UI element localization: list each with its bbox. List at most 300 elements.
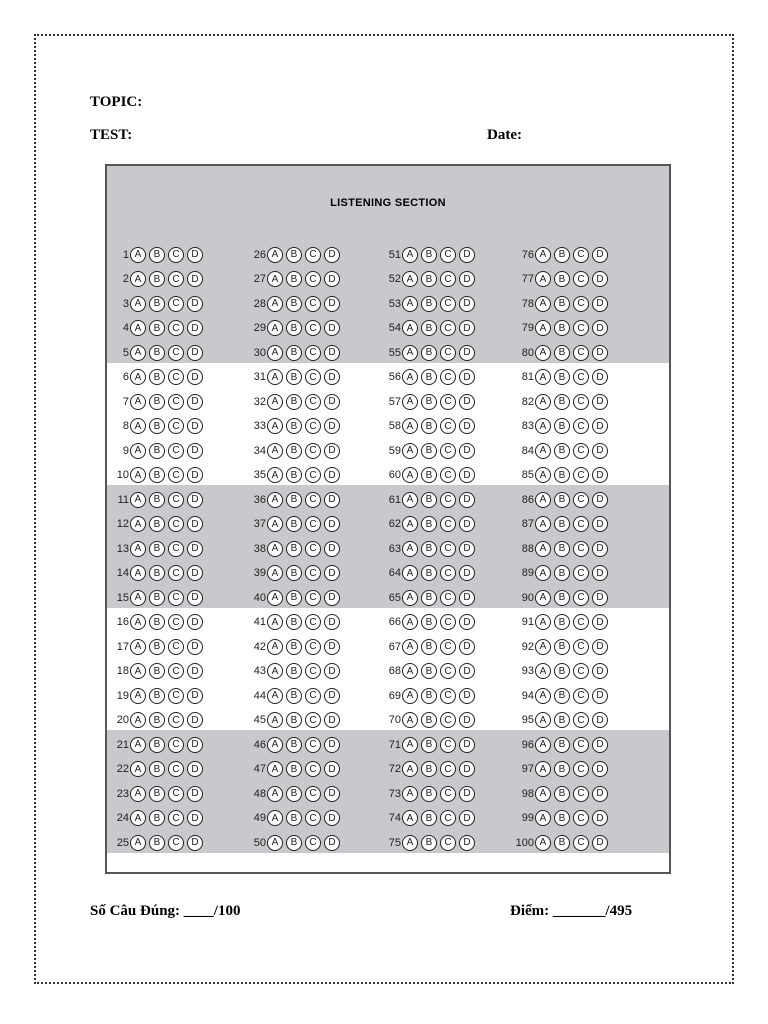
choice-bubble-d[interactable]: D (592, 443, 608, 459)
choice-bubble-a[interactable]: A (402, 541, 418, 557)
choice-bubble-c[interactable]: C (305, 418, 321, 434)
choice-bubble-c[interactable]: C (573, 271, 589, 287)
choice-bubble-d[interactable]: D (459, 271, 475, 287)
choice-bubble-c[interactable]: C (440, 639, 456, 655)
choice-bubble-c[interactable]: C (440, 786, 456, 802)
choice-bubble-b[interactable]: B (421, 516, 437, 532)
choice-bubble-a[interactable]: A (402, 663, 418, 679)
choice-bubble-a[interactable]: A (535, 443, 551, 459)
choice-bubble-d[interactable]: D (324, 369, 340, 385)
choice-bubble-a[interactable]: A (267, 639, 283, 655)
choice-bubble-d[interactable]: D (592, 345, 608, 361)
choice-bubble-c[interactable]: C (305, 247, 321, 263)
choice-bubble-c[interactable]: C (168, 516, 184, 532)
choice-bubble-b[interactable]: B (421, 761, 437, 777)
choice-bubble-c[interactable]: C (440, 418, 456, 434)
choice-bubble-c[interactable]: C (440, 737, 456, 753)
choice-bubble-a[interactable]: A (535, 565, 551, 581)
choice-bubble-b[interactable]: B (286, 443, 302, 459)
choice-bubble-d[interactable]: D (459, 394, 475, 410)
choice-bubble-b[interactable]: B (421, 467, 437, 483)
choice-bubble-b[interactable]: B (286, 345, 302, 361)
choice-bubble-b[interactable]: B (149, 418, 165, 434)
choice-bubble-b[interactable]: B (286, 688, 302, 704)
choice-bubble-a[interactable]: A (130, 639, 146, 655)
choice-bubble-d[interactable]: D (324, 516, 340, 532)
choice-bubble-b[interactable]: B (421, 541, 437, 557)
choice-bubble-a[interactable]: A (267, 786, 283, 802)
choice-bubble-a[interactable]: A (402, 810, 418, 826)
choice-bubble-a[interactable]: A (267, 737, 283, 753)
choice-bubble-c[interactable]: C (573, 345, 589, 361)
choice-bubble-a[interactable]: A (535, 737, 551, 753)
choice-bubble-d[interactable]: D (324, 835, 340, 851)
choice-bubble-c[interactable]: C (573, 614, 589, 630)
choice-bubble-b[interactable]: B (286, 663, 302, 679)
choice-bubble-d[interactable]: D (187, 786, 203, 802)
choice-bubble-d[interactable]: D (324, 271, 340, 287)
choice-bubble-b[interactable]: B (286, 786, 302, 802)
choice-bubble-d[interactable]: D (324, 688, 340, 704)
choice-bubble-c[interactable]: C (168, 541, 184, 557)
choice-bubble-a[interactable]: A (535, 467, 551, 483)
choice-bubble-c[interactable]: C (573, 712, 589, 728)
choice-bubble-a[interactable]: A (402, 369, 418, 385)
choice-bubble-c[interactable]: C (305, 296, 321, 312)
choice-bubble-c[interactable]: C (168, 296, 184, 312)
choice-bubble-b[interactable]: B (149, 541, 165, 557)
choice-bubble-d[interactable]: D (592, 516, 608, 532)
choice-bubble-c[interactable]: C (168, 712, 184, 728)
choice-bubble-c[interactable]: C (440, 492, 456, 508)
choice-bubble-a[interactable]: A (402, 247, 418, 263)
choice-bubble-a[interactable]: A (535, 345, 551, 361)
choice-bubble-b[interactable]: B (421, 737, 437, 753)
choice-bubble-c[interactable]: C (168, 614, 184, 630)
choice-bubble-d[interactable]: D (592, 271, 608, 287)
choice-bubble-a[interactable]: A (130, 712, 146, 728)
choice-bubble-c[interactable]: C (305, 835, 321, 851)
choice-bubble-a[interactable]: A (267, 443, 283, 459)
choice-bubble-c[interactable]: C (305, 320, 321, 336)
choice-bubble-a[interactable]: A (535, 271, 551, 287)
choice-bubble-c[interactable]: C (305, 663, 321, 679)
choice-bubble-c[interactable]: C (573, 565, 589, 581)
choice-bubble-b[interactable]: B (554, 835, 570, 851)
choice-bubble-d[interactable]: D (592, 296, 608, 312)
choice-bubble-b[interactable]: B (554, 712, 570, 728)
choice-bubble-c[interactable]: C (305, 761, 321, 777)
choice-bubble-c[interactable]: C (440, 712, 456, 728)
choice-bubble-d[interactable]: D (324, 663, 340, 679)
choice-bubble-d[interactable]: D (187, 320, 203, 336)
choice-bubble-c[interactable]: C (440, 590, 456, 606)
choice-bubble-a[interactable]: A (130, 394, 146, 410)
choice-bubble-a[interactable]: A (267, 296, 283, 312)
choice-bubble-d[interactable]: D (459, 786, 475, 802)
choice-bubble-a[interactable]: A (402, 320, 418, 336)
choice-bubble-b[interactable]: B (421, 565, 437, 581)
choice-bubble-b[interactable]: B (421, 663, 437, 679)
choice-bubble-d[interactable]: D (187, 590, 203, 606)
choice-bubble-d[interactable]: D (324, 590, 340, 606)
choice-bubble-b[interactable]: B (554, 737, 570, 753)
choice-bubble-b[interactable]: B (286, 369, 302, 385)
choice-bubble-d[interactable]: D (592, 810, 608, 826)
choice-bubble-c[interactable]: C (305, 443, 321, 459)
choice-bubble-a[interactable]: A (535, 835, 551, 851)
choice-bubble-b[interactable]: B (421, 712, 437, 728)
choice-bubble-b[interactable]: B (286, 761, 302, 777)
choice-bubble-a[interactable]: A (402, 271, 418, 287)
choice-bubble-c[interactable]: C (168, 810, 184, 826)
choice-bubble-b[interactable]: B (421, 247, 437, 263)
choice-bubble-b[interactable]: B (149, 516, 165, 532)
choice-bubble-b[interactable]: B (286, 418, 302, 434)
choice-bubble-d[interactable]: D (187, 761, 203, 777)
choice-bubble-b[interactable]: B (286, 712, 302, 728)
choice-bubble-b[interactable]: B (149, 467, 165, 483)
choice-bubble-c[interactable]: C (573, 394, 589, 410)
choice-bubble-c[interactable]: C (168, 835, 184, 851)
choice-bubble-b[interactable]: B (149, 614, 165, 630)
choice-bubble-c[interactable]: C (573, 541, 589, 557)
choice-bubble-a[interactable]: A (402, 761, 418, 777)
choice-bubble-a[interactable]: A (267, 565, 283, 581)
choice-bubble-b[interactable]: B (554, 761, 570, 777)
choice-bubble-c[interactable]: C (440, 516, 456, 532)
choice-bubble-d[interactable]: D (187, 565, 203, 581)
choice-bubble-d[interactable]: D (459, 418, 475, 434)
choice-bubble-a[interactable]: A (130, 467, 146, 483)
choice-bubble-c[interactable]: C (440, 247, 456, 263)
choice-bubble-a[interactable]: A (402, 737, 418, 753)
choice-bubble-c[interactable]: C (305, 271, 321, 287)
choice-bubble-c[interactable]: C (573, 761, 589, 777)
choice-bubble-d[interactable]: D (459, 590, 475, 606)
choice-bubble-d[interactable]: D (324, 541, 340, 557)
choice-bubble-a[interactable]: A (267, 712, 283, 728)
choice-bubble-b[interactable]: B (554, 443, 570, 459)
choice-bubble-a[interactable]: A (130, 492, 146, 508)
choice-bubble-a[interactable]: A (130, 320, 146, 336)
choice-bubble-a[interactable]: A (402, 418, 418, 434)
choice-bubble-b[interactable]: B (554, 369, 570, 385)
choice-bubble-c[interactable]: C (168, 688, 184, 704)
choice-bubble-b[interactable]: B (149, 345, 165, 361)
choice-bubble-a[interactable]: A (535, 614, 551, 630)
choice-bubble-d[interactable]: D (324, 786, 340, 802)
choice-bubble-d[interactable]: D (592, 394, 608, 410)
choice-bubble-b[interactable]: B (554, 247, 570, 263)
choice-bubble-b[interactable]: B (554, 492, 570, 508)
choice-bubble-b[interactable]: B (149, 737, 165, 753)
choice-bubble-c[interactable]: C (168, 492, 184, 508)
choice-bubble-b[interactable]: B (421, 271, 437, 287)
choice-bubble-c[interactable]: C (168, 737, 184, 753)
choice-bubble-d[interactable]: D (459, 492, 475, 508)
choice-bubble-d[interactable]: D (592, 541, 608, 557)
choice-bubble-a[interactable]: A (267, 590, 283, 606)
choice-bubble-d[interactable]: D (187, 516, 203, 532)
choice-bubble-b[interactable]: B (149, 663, 165, 679)
choice-bubble-d[interactable]: D (459, 296, 475, 312)
choice-bubble-a[interactable]: A (267, 467, 283, 483)
choice-bubble-a[interactable]: A (267, 688, 283, 704)
choice-bubble-a[interactable]: A (130, 761, 146, 777)
choice-bubble-c[interactable]: C (305, 565, 321, 581)
choice-bubble-a[interactable]: A (267, 418, 283, 434)
choice-bubble-d[interactable]: D (592, 786, 608, 802)
choice-bubble-b[interactable]: B (286, 614, 302, 630)
choice-bubble-a[interactable]: A (130, 247, 146, 263)
choice-bubble-c[interactable]: C (573, 639, 589, 655)
choice-bubble-c[interactable]: C (440, 394, 456, 410)
choice-bubble-c[interactable]: C (305, 492, 321, 508)
choice-bubble-a[interactable]: A (402, 565, 418, 581)
choice-bubble-c[interactable]: C (573, 320, 589, 336)
choice-bubble-c[interactable]: C (573, 296, 589, 312)
choice-bubble-a[interactable]: A (402, 688, 418, 704)
choice-bubble-a[interactable]: A (130, 271, 146, 287)
choice-bubble-c[interactable]: C (573, 418, 589, 434)
choice-bubble-a[interactable]: A (267, 345, 283, 361)
choice-bubble-a[interactable]: A (535, 541, 551, 557)
choice-bubble-b[interactable]: B (421, 394, 437, 410)
choice-bubble-b[interactable]: B (149, 639, 165, 655)
choice-bubble-d[interactable]: D (187, 271, 203, 287)
choice-bubble-a[interactable]: A (535, 761, 551, 777)
choice-bubble-a[interactable]: A (130, 418, 146, 434)
choice-bubble-d[interactable]: D (592, 320, 608, 336)
choice-bubble-a[interactable]: A (267, 541, 283, 557)
choice-bubble-a[interactable]: A (402, 492, 418, 508)
choice-bubble-a[interactable]: A (402, 345, 418, 361)
choice-bubble-d[interactable]: D (592, 737, 608, 753)
choice-bubble-d[interactable]: D (187, 467, 203, 483)
choice-bubble-b[interactable]: B (554, 394, 570, 410)
choice-bubble-b[interactable]: B (286, 835, 302, 851)
choice-bubble-d[interactable]: D (324, 296, 340, 312)
choice-bubble-a[interactable]: A (267, 271, 283, 287)
choice-bubble-b[interactable]: B (421, 639, 437, 655)
choice-bubble-c[interactable]: C (573, 590, 589, 606)
choice-bubble-c[interactable]: C (305, 639, 321, 655)
choice-bubble-d[interactable]: D (187, 369, 203, 385)
choice-bubble-d[interactable]: D (459, 712, 475, 728)
choice-bubble-d[interactable]: D (324, 418, 340, 434)
choice-bubble-b[interactable]: B (554, 614, 570, 630)
choice-bubble-a[interactable]: A (535, 786, 551, 802)
choice-bubble-a[interactable]: A (267, 369, 283, 385)
choice-bubble-c[interactable]: C (440, 345, 456, 361)
choice-bubble-d[interactable]: D (592, 712, 608, 728)
choice-bubble-b[interactable]: B (149, 810, 165, 826)
choice-bubble-a[interactable]: A (535, 712, 551, 728)
choice-bubble-b[interactable]: B (149, 492, 165, 508)
choice-bubble-d[interactable]: D (187, 394, 203, 410)
choice-bubble-c[interactable]: C (305, 688, 321, 704)
choice-bubble-a[interactable]: A (130, 810, 146, 826)
choice-bubble-b[interactable]: B (421, 296, 437, 312)
choice-bubble-c[interactable]: C (305, 394, 321, 410)
choice-bubble-d[interactable]: D (187, 541, 203, 557)
choice-bubble-c[interactable]: C (440, 565, 456, 581)
choice-bubble-c[interactable]: C (305, 737, 321, 753)
choice-bubble-b[interactable]: B (286, 271, 302, 287)
choice-bubble-c[interactable]: C (305, 369, 321, 385)
choice-bubble-d[interactable]: D (324, 810, 340, 826)
choice-bubble-c[interactable]: C (168, 271, 184, 287)
choice-bubble-b[interactable]: B (286, 639, 302, 655)
choice-bubble-b[interactable]: B (286, 394, 302, 410)
choice-bubble-d[interactable]: D (187, 810, 203, 826)
choice-bubble-a[interactable]: A (535, 418, 551, 434)
choice-bubble-d[interactable]: D (459, 688, 475, 704)
choice-bubble-d[interactable]: D (592, 590, 608, 606)
choice-bubble-c[interactable]: C (168, 761, 184, 777)
choice-bubble-c[interactable]: C (440, 614, 456, 630)
choice-bubble-a[interactable]: A (130, 688, 146, 704)
choice-bubble-d[interactable]: D (187, 418, 203, 434)
choice-bubble-b[interactable]: B (149, 565, 165, 581)
choice-bubble-a[interactable]: A (130, 345, 146, 361)
choice-bubble-b[interactable]: B (286, 737, 302, 753)
choice-bubble-c[interactable]: C (168, 663, 184, 679)
choice-bubble-d[interactable]: D (459, 516, 475, 532)
choice-bubble-c[interactable]: C (440, 443, 456, 459)
choice-bubble-c[interactable]: C (168, 394, 184, 410)
choice-bubble-d[interactable]: D (187, 663, 203, 679)
choice-bubble-d[interactable]: D (459, 761, 475, 777)
choice-bubble-d[interactable]: D (459, 737, 475, 753)
choice-bubble-b[interactable]: B (421, 810, 437, 826)
choice-bubble-d[interactable]: D (324, 737, 340, 753)
choice-bubble-b[interactable]: B (149, 320, 165, 336)
choice-bubble-d[interactable]: D (459, 320, 475, 336)
choice-bubble-d[interactable]: D (459, 467, 475, 483)
choice-bubble-c[interactable]: C (168, 369, 184, 385)
choice-bubble-b[interactable]: B (421, 345, 437, 361)
choice-bubble-b[interactable]: B (286, 296, 302, 312)
choice-bubble-b[interactable]: B (421, 786, 437, 802)
choice-bubble-c[interactable]: C (440, 835, 456, 851)
choice-bubble-c[interactable]: C (573, 247, 589, 263)
choice-bubble-b[interactable]: B (286, 541, 302, 557)
choice-bubble-c[interactable]: C (305, 516, 321, 532)
choice-bubble-d[interactable]: D (324, 247, 340, 263)
choice-bubble-d[interactable]: D (459, 565, 475, 581)
choice-bubble-b[interactable]: B (149, 590, 165, 606)
choice-bubble-b[interactable]: B (149, 761, 165, 777)
choice-bubble-a[interactable]: A (267, 663, 283, 679)
choice-bubble-d[interactable]: D (459, 247, 475, 263)
choice-bubble-d[interactable]: D (592, 688, 608, 704)
choice-bubble-a[interactable]: A (535, 663, 551, 679)
choice-bubble-c[interactable]: C (440, 467, 456, 483)
choice-bubble-c[interactable]: C (168, 786, 184, 802)
choice-bubble-d[interactable]: D (459, 639, 475, 655)
choice-bubble-a[interactable]: A (402, 835, 418, 851)
choice-bubble-a[interactable]: A (535, 590, 551, 606)
choice-bubble-d[interactable]: D (187, 688, 203, 704)
choice-bubble-a[interactable]: A (402, 712, 418, 728)
choice-bubble-c[interactable]: C (573, 835, 589, 851)
choice-bubble-b[interactable]: B (554, 688, 570, 704)
choice-bubble-a[interactable]: A (402, 516, 418, 532)
choice-bubble-a[interactable]: A (267, 247, 283, 263)
choice-bubble-d[interactable]: D (187, 296, 203, 312)
choice-bubble-a[interactable]: A (535, 492, 551, 508)
choice-bubble-d[interactable]: D (324, 639, 340, 655)
choice-bubble-c[interactable]: C (168, 590, 184, 606)
choice-bubble-d[interactable]: D (187, 639, 203, 655)
choice-bubble-a[interactable]: A (267, 835, 283, 851)
choice-bubble-b[interactable]: B (554, 271, 570, 287)
choice-bubble-b[interactable]: B (554, 663, 570, 679)
choice-bubble-d[interactable]: D (592, 369, 608, 385)
choice-bubble-b[interactable]: B (554, 786, 570, 802)
choice-bubble-c[interactable]: C (573, 516, 589, 532)
choice-bubble-b[interactable]: B (421, 590, 437, 606)
choice-bubble-b[interactable]: B (421, 320, 437, 336)
choice-bubble-b[interactable]: B (286, 516, 302, 532)
choice-bubble-c[interactable]: C (168, 320, 184, 336)
choice-bubble-a[interactable]: A (267, 614, 283, 630)
choice-bubble-b[interactable]: B (554, 345, 570, 361)
choice-bubble-a[interactable]: A (535, 810, 551, 826)
choice-bubble-a[interactable]: A (267, 516, 283, 532)
choice-bubble-b[interactable]: B (149, 247, 165, 263)
choice-bubble-b[interactable]: B (554, 810, 570, 826)
choice-bubble-b[interactable]: B (286, 565, 302, 581)
choice-bubble-c[interactable]: C (440, 271, 456, 287)
choice-bubble-b[interactable]: B (286, 467, 302, 483)
choice-bubble-d[interactable]: D (459, 835, 475, 851)
choice-bubble-d[interactable]: D (592, 247, 608, 263)
choice-bubble-b[interactable]: B (421, 369, 437, 385)
choice-bubble-c[interactable]: C (440, 541, 456, 557)
choice-bubble-d[interactable]: D (459, 443, 475, 459)
choice-bubble-a[interactable]: A (535, 369, 551, 385)
choice-bubble-a[interactable]: A (130, 835, 146, 851)
choice-bubble-c[interactable]: C (440, 663, 456, 679)
choice-bubble-c[interactable]: C (168, 467, 184, 483)
choice-bubble-b[interactable]: B (554, 590, 570, 606)
choice-bubble-a[interactable]: A (267, 810, 283, 826)
choice-bubble-c[interactable]: C (440, 369, 456, 385)
choice-bubble-a[interactable]: A (402, 296, 418, 312)
choice-bubble-d[interactable]: D (592, 835, 608, 851)
choice-bubble-d[interactable]: D (324, 565, 340, 581)
choice-bubble-d[interactable]: D (187, 835, 203, 851)
choice-bubble-c[interactable]: C (440, 320, 456, 336)
choice-bubble-a[interactable]: A (130, 565, 146, 581)
choice-bubble-b[interactable]: B (149, 443, 165, 459)
choice-bubble-d[interactable]: D (592, 639, 608, 655)
choice-bubble-b[interactable]: B (554, 516, 570, 532)
choice-bubble-b[interactable]: B (554, 418, 570, 434)
choice-bubble-b[interactable]: B (554, 541, 570, 557)
choice-bubble-b[interactable]: B (149, 271, 165, 287)
choice-bubble-a[interactable]: A (535, 394, 551, 410)
choice-bubble-c[interactable]: C (573, 492, 589, 508)
choice-bubble-a[interactable]: A (402, 394, 418, 410)
choice-bubble-d[interactable]: D (324, 467, 340, 483)
choice-bubble-a[interactable]: A (130, 369, 146, 385)
choice-bubble-d[interactable]: D (324, 345, 340, 361)
choice-bubble-a[interactable]: A (402, 590, 418, 606)
